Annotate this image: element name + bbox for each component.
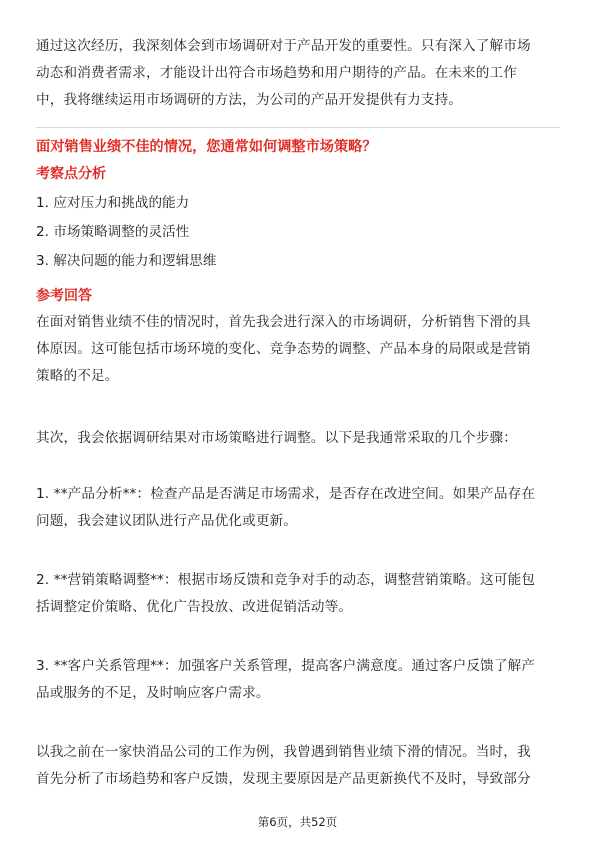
section-divider	[36, 127, 560, 128]
text-line: 括调整定价策略、优化广告投放、改进促销活动等。	[36, 599, 353, 615]
analysis-item: 3. 解决问题的能力和逻辑思维	[36, 253, 217, 269]
answer-paragraph	[36, 653, 560, 707]
text-line: 动态和消费者需求，才能设计出符合市场趋势和用户期待的产品。在未来的工作	[36, 65, 518, 81]
text-line: 策略的不足。	[36, 368, 119, 384]
text-line: 以我之前在一家快消品公司的工作为例，我曾遇到销售业绩下滑的情况。当时，我	[36, 744, 531, 760]
text-line: 问题，我会建议团队进行产品优化或更新。	[36, 513, 298, 529]
text-line: 通过这次经历，我深刻体会到市场调研对于产品开发的重要性。只有深入了解市场	[36, 38, 531, 54]
answer-title: 参考回答	[36, 288, 92, 304]
answer-paragraph	[36, 309, 560, 390]
text-line: 3. **客户关系管理**：加强客户关系管理，提高客户满意度。通过客户反馈了解产	[36, 658, 536, 674]
text-line: 品或服务的不足，及时响应客户需求。	[36, 685, 270, 701]
question-heading: 面对销售业绩不佳的情况，您通常如何调整市场策略？	[36, 139, 377, 155]
page-number: 第6页，共52页	[257, 815, 338, 829]
analysis-item: 2. 市场策略调整的灵活性	[36, 224, 190, 240]
answer-paragraph	[36, 481, 560, 535]
text-line: 2. **营销策略调整**：根据市场反馈和竞争对手的动态，调整营销策略。这可能包	[36, 572, 536, 588]
answer-paragraph	[36, 567, 560, 621]
answer-paragraph	[36, 425, 560, 452]
analysis-title: 考察点分析	[36, 166, 106, 182]
intro-paragraph	[36, 33, 560, 114]
text-line: 中，我将继续运用市场调研的方法，为公司的产品开发提供有力支持。	[36, 92, 463, 108]
text-line: 1. **产品分析**：检查产品是否满足市场需求，是否存在改进空间。如果产品存在	[36, 486, 536, 502]
text-line: 其次，我会依据调研结果对市场策略进行调整。以下是我通常采取的几个步骤：	[36, 430, 518, 446]
document-page	[36, 0, 560, 842]
text-line: 首先分析了市场趋势和客户反馈，发现主要原因是产品更新换代不及时，导致部分	[36, 771, 531, 787]
text-line: 体原因。这可能包括市场环境的变化、竞争态势的调整、产品本身的局限或是营销	[36, 341, 531, 357]
text-line: 在面对销售业绩不佳的情况时，首先我会进行深入的市场调研，分析销售下滑的具	[36, 314, 531, 330]
answer-paragraph	[36, 739, 560, 793]
analysis-item: 1. 应对压力和挑战的能力	[36, 195, 190, 211]
